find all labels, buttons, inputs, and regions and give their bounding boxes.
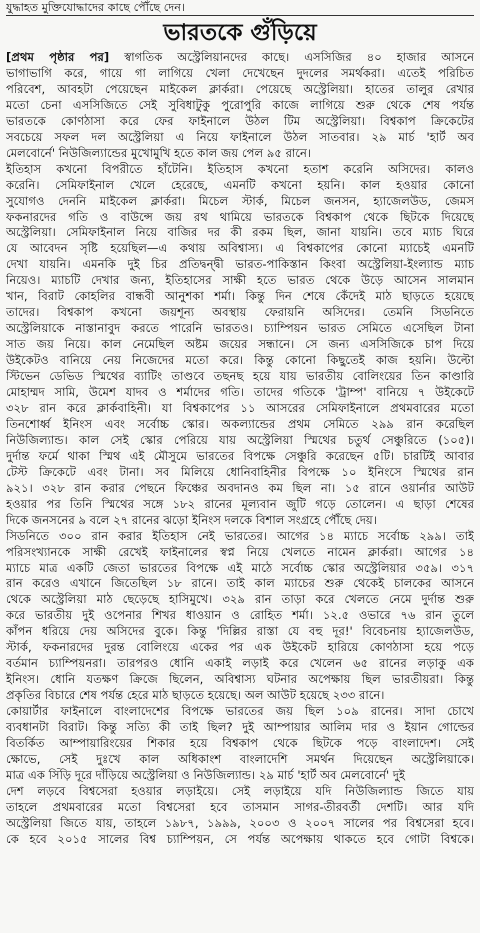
article-line: থেকে অস্ট্রেলিয়া মাঠ ছেড়েছে হাসিমুখে। ৩২৯ রান তাড়া করে খেলতে নেমে দুর্দান্ত শুরু: [6, 592, 474, 607]
article-line: যে আবেদন সৃষ্টি হয়েছিল—এ কথায় অবিশ্বাস্য। এ বিশ্বকাপের কোনো ম্যাচেই এমনটি: [6, 241, 474, 256]
article-line: পরিবেশ, আবহটা পেয়েছেন মাইকেল ক্লার্করা। পেয়েছে অস্ট্রেলিয়া। হাতের তালুর রেখার: [6, 81, 474, 96]
article-line: স্টার্ক, ফকনারদের দুরন্ত বোলিংয়ে একের পর এক উইকেট হারিয়ে কোণঠাসা হয়ে পড়ে: [6, 640, 474, 655]
article-line: প্রকৃতির বিচারে শেষ পর্যন্ত হেরে মাঠ ছাড়তে হয়েছে। অল আউট হয়েছে ২৩৩ রানে।: [6, 688, 385, 703]
article-line: ক্ষোভে, সেই দুঃখে কাল অধিকাংশ বাংলাদেশি সমর্থন দিয়েছেন অস্ট্রেলিয়াকে।: [6, 751, 474, 766]
article-line: ভারতকে কোণঠাসা করে ফের ফাইনালে উঠল টিম অস্ট্রেলিয়া। বিশ্বকাপ ক্রিকেটের: [6, 113, 474, 128]
article-line: কাঁপন ধরিয়ে দেয় অসিদের বুকে। কিন্তু 'দিল্লির রাস্তা যে বহু দূর!' বিবেচনায় হ্যাজেলউড,: [6, 624, 474, 639]
article-line: ইনিংস। ধোনি যতক্ষণ ক্রিজে ছিলেন, অবিশ্বাস্য ঘটনার অপেক্ষায় ছিল ভারতীয়রা। কিন্তু: [6, 672, 474, 687]
article-line: ম্যাচে মাত্র একটি জেতা ভারতের বিপক্ষে এই মাঠে সর্বোচ্চ স্কোর অস্ট্রেলিয়ার ৩৫৯। ৩১৭: [6, 560, 474, 575]
article-line: ৯২১। ৩২৮ রান করার পেছনে ফিঞ্চের অবদানও কম ছিল না। ১৫ রানে ওয়ার্নার আউট: [6, 480, 474, 495]
article-line: রান করেও এখানে জিতেছিল ১৮ রানে। তাই কাল ম্যাচের শুরু থেকেই চালকের আসনে: [6, 576, 474, 591]
article-line: কে হবে ২০১৫ সালের বিশ্ব চ্যাম্পিয়ন, সে পর্যন্ত অপেক্ষায় থাকতে হবে গোটা বিশ্বকে।: [6, 831, 474, 846]
article-line: ইতিহাস কখনো বিপরীতে হাঁটেনি। ইতিহাস কখনো হতাশ করেনি অসিদের। কালও: [6, 161, 474, 176]
article-body: [6, 50, 474, 848]
article-line: দিকে জনসনের ৯ বলে ২৭ রানের ঝড়ো ইনিংস দলকে বিশাল সংগ্রহে পৌঁছে দেয়।: [6, 512, 377, 527]
article-line: তাহলে প্রথমবারের মতো বিশ্বসেরা হবে তাসমান সাগর-তীরবর্তী দেশটি। আর যদি: [6, 799, 474, 814]
article-line: ফকনারদের গতি ও বাউন্সে জয় রথ থামিয়ে ভারতকে বিশ্বকাপ থেকে ছিটকে দিয়েছে: [6, 209, 474, 224]
article-line: হওয়ার পর তিনি স্মিথের সঙ্গে ১৮২ রানের মূল্যবান জুটি গড়ে তোলেন। এ ছাড়া শেষের: [6, 496, 474, 511]
previous-article-tail: যুদ্ধাহত মুক্তিযোদ্ধাদের কাছে পৌঁছে দেন।: [6, 0, 474, 16]
article-line: ব্যবধানটা বিরাট। কিন্তু সত্যি কী তাই ছিল? দুই আম্পায়ার আলিম দার ও ইয়ান গোল্ডের: [6, 720, 474, 735]
article-line: মাত্র এক সিঁড়ি দূরে দাঁড়িয়ে অস্ট্রেলিয়া ও নিউজিল্যান্ড। ২৯ মার্চ 'হার্ট অব মেলবোর্নে' দুই: [6, 767, 405, 782]
article-line: উইকেটও বানিয়ে নেয় নিজেদের মতো করে। কিন্তু কোনো কিছুতেই কাজ হয়নি। উল্টো: [6, 353, 474, 368]
continuation-kicker: [প্রথম পৃষ্ঠার পর]: [6, 50, 110, 64]
article-line: মতো চেনা এসসিজিতে সেই সুবিধাটুকু পুরোপুরি কাজে লাগিয়ে শুরু থেকে শেষ পর্যন্ত: [6, 97, 474, 112]
article-line: [6, 50, 474, 66]
article-line-text: স্বাগতিক অস্ট্রেলিয়ানদের কাছে। এসসিজির ৪০ হাজার আসনে: [124, 50, 474, 64]
article-line: নিউজিল্যান্ড। কাল সেই স্কোর পেরিয়ে যায় অস্ট্রেলিয়া স্মিথের চতুর্থ সেঞ্চুরিতে (১০৫)।: [6, 432, 474, 447]
article-line: তিনশোর্ধ্ব ইনিংস এবং সর্বোচ্চ স্কোর। অকল্যান্ডের প্রথম সেমিতে ২৯৯ রান করেছিল: [6, 416, 474, 431]
article-line: ভাগাভাগি করে, গায়ে গা লাগিয়ে খেলা দেখেছেন দুদলের সমর্থকরা। এতেই পরিচিত: [6, 65, 474, 80]
article-line: খান, বিরাট কোহলির বান্ধবী আনুশকা শর্মা। কিন্তু দিন শেষে কেঁদেই মাঠ ছাড়তে হয়েছে: [6, 289, 474, 304]
article-line: নিয়েও। ম্যাচটি দেখার জন্য, ইতিহাসের সাক্ষী হতে ভারত থেকে উড়ে আসেন সালমান: [6, 273, 474, 288]
article-line: সবচেয়ে সফল দল অস্ট্রেলিয়া এ নিয়ে ফাইনালে উঠল সাতবার। ২৯ মার্চ 'হার্ট অব: [6, 129, 474, 144]
article-line: মেলবোর্নে' নিউজিল্যান্ডের মুখোমুখি হতে কাল জয় পেল ৯৫ রানে।: [6, 145, 312, 160]
article-line: করে ভারতীয় দুই ওপেনার শিখর ধাওয়ান ও রোহিত শর্মা। ১২.৫ ওভারে ৭৬ রান তুলে: [6, 608, 474, 623]
article-line: স্টিভেন ডেভিড স্মিথের ব্যাটিং তাণ্ডবে তছনছ হয়ে যায় ভারতীয় বোলিংয়ের তিন কাণ্ডারি: [6, 369, 474, 384]
article-line: দেখা যায়নি। এমনকি দুই চির প্রতিদ্বন্দ্বী ভারত-পাকিস্তান কিংবা অস্ট্রেলিয়া-ইংল্যান্ড ম্যাচ: [6, 257, 474, 272]
article-line: বর্তমান চ্যাম্পিয়নরা। তারপরও ধোনি একাই লড়াই করে খেলেন ৬৫ রানের লড়াকু এক: [6, 656, 474, 671]
article-line: সাত জয় নিয়ে। কাল নেমেছিল অষ্টম জয়ের সন্ধানে। সে জন্য এসসিজিকে চাপ দিয়ে: [6, 337, 474, 352]
article-line: পরিসংখ্যানকে সাক্ষী রেখেই ফাইনালের স্বপ্ন নিয়ে খেলতে নামেন ক্লার্করা। আগের ১৪: [6, 544, 474, 559]
article-line: করেনি। সেমিফাইনাল খেলে হেরেছে, এমনটি কখনো হয়নি। কাল হওয়ার কোনো: [6, 177, 474, 192]
article-line: অস্ট্রেলিয়াকে নাস্তানাবুদ করতে পারেনি ভারতও। চ্যাম্পিয়ন ভারত সেমিতে এসেছিল টানা: [6, 321, 474, 336]
article-line: অস্ট্রেলিয়া জিতে যায়, তাহলে ১৯৮৭, ১৯৯৯, ২০০৩ ও ২০০৭ সালের পর বিশ্বসেরা হবে।: [6, 815, 474, 830]
article-line: দেশ লড়বে বিশ্বসেরা হওয়ার লড়াইয়ে। সেই লড়াইয়ে যদি নিউজিল্যান্ড জিতে যায়: [6, 783, 474, 798]
article-line: টেস্ট ক্রিকেটে এবং টানা। সব মিলিয়ে ধোনিবাহিনীর বিপক্ষে ১০ ইনিংসে স্মিথের রান: [6, 464, 474, 479]
article-line: ৩২৮ রান করে ক্লার্কবাহিনী। যা বিশ্বকাপের ১১ আসরের সেমিফাইনালে প্রথমবারের মতো: [6, 400, 474, 415]
article-line: অস্ট্রেলিয়া। সেমিফাইনাল নিয়ে বাজির দর কী রকম ছিল, জানা যায়নি। তবে ম্যাচ ঘিরে: [6, 225, 474, 240]
article-line: কোয়ার্টার ফাইনালে বাংলাদেশের বিপক্ষে ভারতের জয় ছিল ১০৯ রানের। সাদা চোখে: [6, 704, 474, 719]
article-line: বিতর্কিত আম্পায়ারিংয়ের শিকার হয়ে বিশ্বকাপ থেকে ছিটকে পড়ে বাংলাদেশ। সেই: [6, 735, 474, 750]
article-line: সিডনিতে ৩০০ রান করার ইতিহাস নেই ভারতের। আগের ১৪ ম্যাচে সর্বোচ্চ ২৯৯। তাই: [6, 528, 474, 543]
article-headline: ভারতকে গুঁড়িয়ে: [163, 20, 317, 46]
article-line: মোহাম্মদ সামি, উমেশ যাদব ও শর্মাদের গতি। তাদের গতিকে 'ট্রাম্প' বানিয়ে ৭ উইকেটে: [6, 385, 474, 400]
article-line: দুর্দান্ত ফর্মে থাকা স্মিথ এই মৌসুমে ভারতের বিপক্ষে সেঞ্চুরি করেছেন ৫টি। চারটিই আবার: [6, 448, 474, 463]
article-line: তাদের। বিশ্বকাপ কখনো জয়শূন্য অবস্থায় ফেরায়নি অসিদের। তেমনি সিডনিতে: [6, 305, 474, 320]
article-line: সুযোগও দেননি মাইকেল ক্লার্করা। মিচেল স্টার্ক, মিচেল জনসন, হ্যাজেলউড, জেমস: [6, 193, 474, 208]
